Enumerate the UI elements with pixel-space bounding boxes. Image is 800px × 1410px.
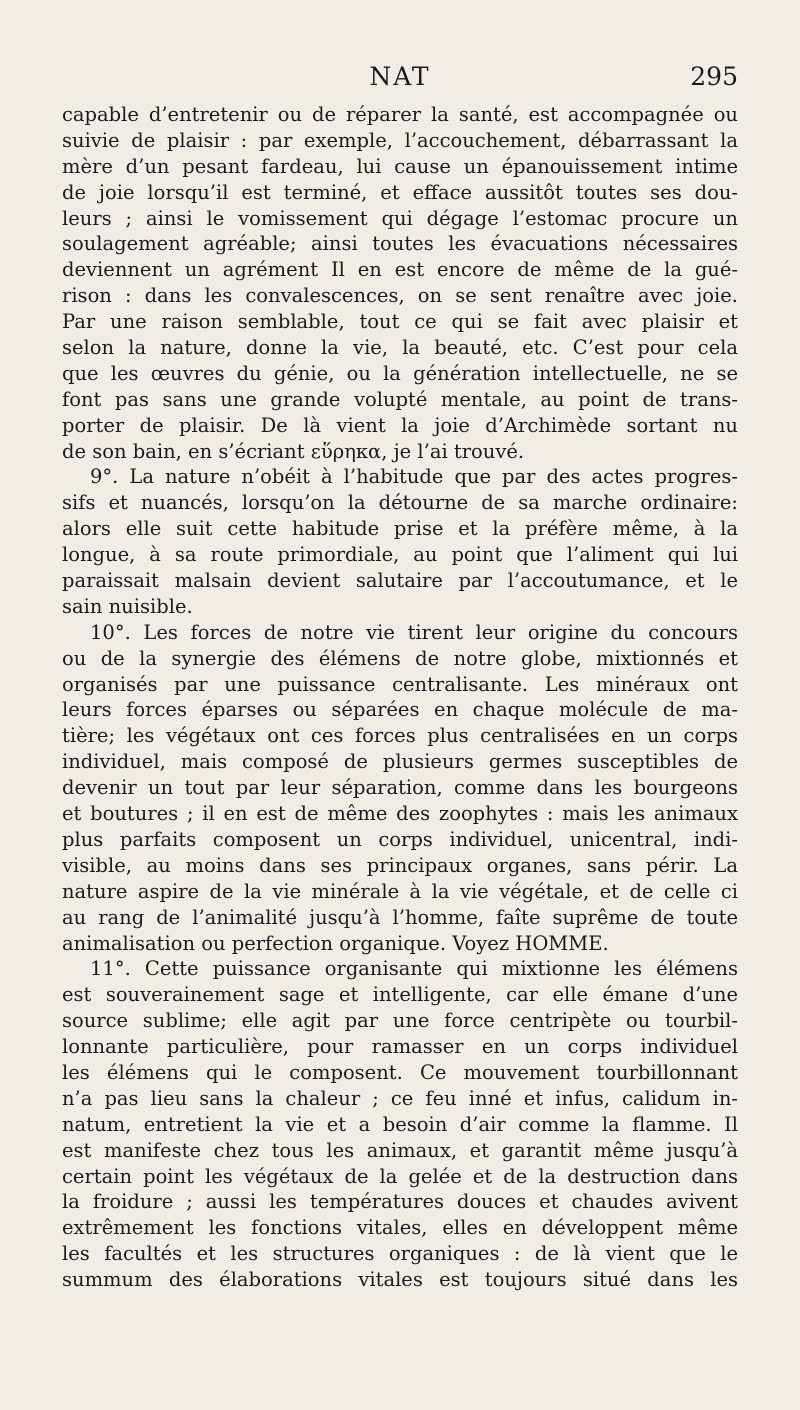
page-number: 295 [690,62,738,91]
text-line: mère d’un pesant fardeau, lui cause un épanouissement intime [62,154,738,178]
text-line: font pas sans une grande volupté mentale, au point de trans- [62,387,738,411]
text-line: 9°. La nature n’obéit à l’habitude que par des actes progres- [90,465,738,489]
text-line: source sublime; elle agit par une force centripète ou tourbil- [62,1009,738,1033]
text-line: paraissait malsain devient salutaire par l’accoutumance, et le [62,569,738,593]
text-line: animalisation ou perfection organique. Voyez HOMME. [62,931,609,955]
running-head: NAT [369,62,431,91]
text-line: capable d’entretenir ou de réparer la santé, est accompagnée ou [62,103,738,126]
text-line: les facultés et les structures organiques : de là vient que le [62,1242,738,1266]
text-line: de joie lorsqu’il est terminé, et efface aussitôt toutes ses dou- [62,180,738,204]
text-line: natum, entretient la vie et a besoin d’air comme la flamme. Il [62,1112,738,1136]
text-line: individuel, mais composé de plusieurs germes susceptibles de [62,750,738,774]
text-line: sifs et nuancés, lorsqu’on la détourne de sa marche ordinaire: [62,491,738,515]
text-line: n’a pas lieu sans la chaleur ; ce feu inné et infus, calidum in- [62,1086,738,1110]
body-text [62,102,738,1293]
text-line: est souverainement sage et intelligente, car elle émane d’une [62,983,738,1007]
text-line: est manifeste chez tous les animaux, et garantit même jusqu’à [62,1138,738,1162]
text-line: 11°. Cette puissance organisante qui mixtionne les élémens [90,957,738,981]
text-line: alors elle suit cette habitude prise et la préfère même, à la [62,517,738,541]
text-line: deviennent un agrément Il en est encore de même de la gué- [62,258,738,282]
text-line: les élémens qui le composent. Ce mouvement tourbillonnant [62,1060,738,1084]
text-line: et boutures ; il en est de même des zoophytes : mais les animaux [62,802,738,826]
text-line: tière; les végétaux ont ces forces plus centralisées en un corps [62,724,738,748]
text-line: ou de la synergie des élémens de notre globe, mixtionnés et [62,646,738,670]
text-line: Par une raison semblable, tout ce qui se fait avec plaisir et [62,310,738,334]
text-line: lonnante particulière, pour ramasser en un corps individuel [62,1035,738,1059]
text-line: la froidure ; aussi les températures douces et chaudes avivent [62,1190,738,1214]
text-line: suivie de plaisir : par exemple, l’accouchement, débarrassant la [62,128,738,152]
text-line: visible, au moins dans ses principaux organes, sans périr. La [62,853,738,877]
text-line: soulagement agréable; ainsi toutes les évacuations nécessaires [62,232,738,256]
text-line: organisés par une puissance centralisante. Les minéraux ont [62,672,738,696]
text-line: certain point les végétaux de la gelée et de la destruction dans [62,1164,738,1188]
text-line: nature aspire de la vie minérale à la vie végétale, et de celle ci [62,879,738,903]
text-line: plus parfaits composent un corps individuel, unicentral, indi- [62,827,738,851]
page-header [62,62,738,96]
text-line: devenir un tout par leur séparation, comme dans les bourgeons [62,776,738,800]
text-line: rison : dans les convalescences, on se sent renaître avec joie. [62,284,738,308]
text-line: porter de plaisir. De là vient la joie d’Archimède sortant nu [62,413,738,437]
text-line: 10°. Les forces de notre vie tirent leur origine du concours [90,620,738,644]
text-line: longue, à sa route primordiale, au point que l’aliment qui lui [62,543,738,567]
text-line: de son bain, en s’écriant εὕρηκα, je l’ai trouvé. [62,439,525,463]
text-line: leurs forces éparses ou séparées en chaque molécule de ma- [62,698,738,722]
text-line: leurs ; ainsi le vomissement qui dégage l’estomac procure un [62,206,738,230]
text-line: que les œuvres du génie, ou la génération intellectuelle, ne se [62,361,738,385]
text-line: au rang de l’animalité jusqu’à l’homme, faîte suprême de toute [62,905,738,929]
text-line: selon la nature, donne la vie, la beauté, etc. C’est pour cela [62,336,738,360]
text-line: extrêmement les fonctions vitales, elles en développent même [62,1216,738,1240]
text-line: summum des élaborations vitales est toujours situé dans les [62,1268,738,1292]
text-line: sain nuisible. [62,594,193,618]
